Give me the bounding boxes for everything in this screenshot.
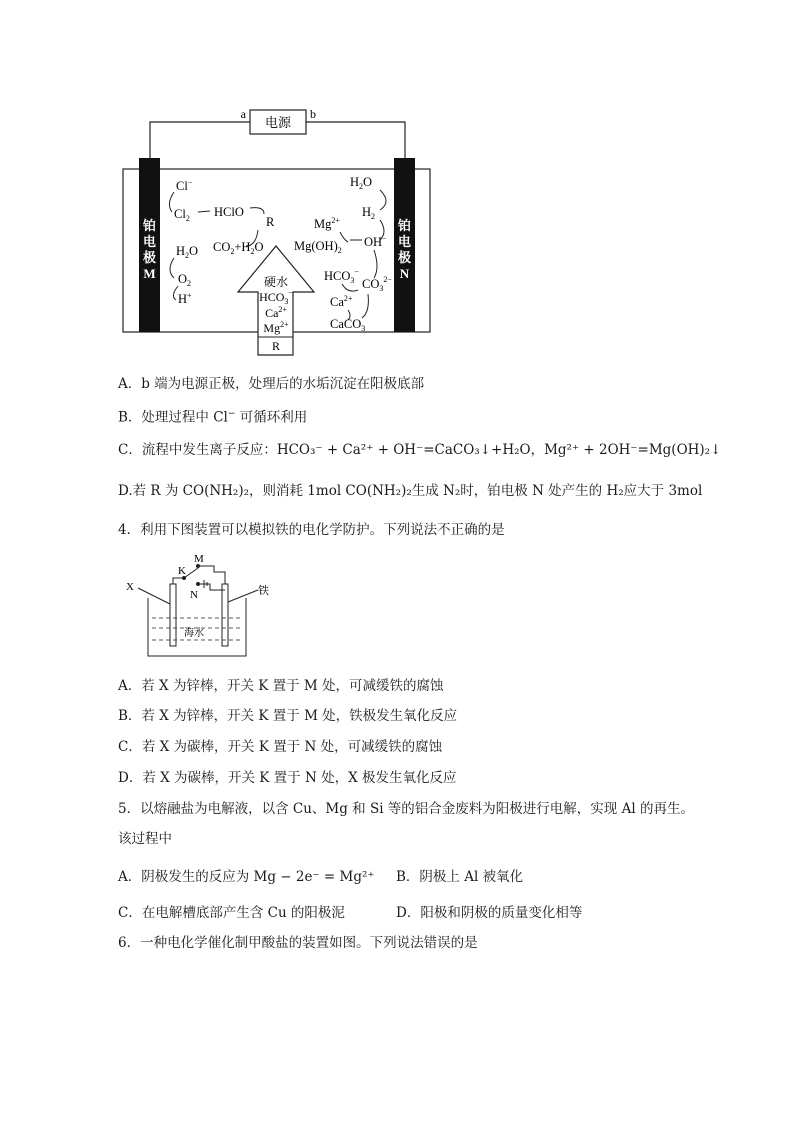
electrode-m-char: M	[143, 266, 156, 281]
label-n: N	[190, 589, 198, 601]
svg-text:Cl2: $Cl_2$	[174, 207, 190, 223]
svg-text:Mg(OH)2: $Mg(OH)_2$	[294, 239, 342, 255]
q3-option-c: C．流程中发生离子反应：HCO₃⁻ + Ca²⁺ + OH⁻=CaCO₃↓+H₂O，Mg²⁺ + 2OH⁻=Mg(OH)₂↓	[118, 442, 722, 458]
svg-text:Mg2+: $Mg^{2+}$	[314, 216, 340, 231]
iron-protection-diagram	[118, 550, 278, 660]
svg-text:OH−: OH−	[364, 234, 387, 249]
inlet-r: R	[271, 339, 281, 353]
svg-text:CO32−: $CO_3^{2-}$	[362, 275, 392, 293]
label-seawater: 海水	[184, 628, 204, 639]
q3-option-b: B．处理过程中 Cl− 可循环利用	[118, 409, 308, 426]
svg-text:O2: $O_2$	[178, 272, 192, 288]
label-x: X	[126, 581, 134, 593]
inlet-hard-water: 硬水	[263, 275, 289, 289]
q3-option-b-prefix: B．处理过程中 Cl	[118, 409, 228, 426]
svg-text:H2: $H_2$	[362, 205, 376, 221]
terminal-b-label: b	[310, 107, 316, 121]
q3-option-a: A．b 端为电源正极，处理后的水垢沉淀在阳极底部	[118, 376, 425, 392]
q5-stem-line1: 5．以熔融盐为电解液，以含 Cu、Mg 和 Si 等的铝合金废料为阳极进行电解，实现 Al 的再生。	[118, 801, 694, 817]
svg-text:Ca2+: $Ca^{2+}$	[330, 294, 353, 309]
svg-text:Ca2+: $Ca^{2+}$	[265, 305, 287, 320]
svg-text:H2O: $H_2O$	[176, 244, 199, 260]
terminal-a-label: a	[240, 107, 246, 121]
electrode-n-char: N	[399, 266, 410, 281]
q4-option-a: A．若 X 为锌棒，开关 K 置于 M 处，可减缓铁的腐蚀	[118, 678, 444, 694]
svg-text:Mg2+: $Mg^{2+}$	[263, 320, 289, 335]
svg-text:H+: H+	[178, 291, 192, 306]
q4-option-b: B．若 X 为锌棒，开关 K 置于 M 处，铁极发生氧化反应	[118, 708, 458, 724]
label-m: M	[194, 553, 204, 565]
q3-option-b-suffix: 可循环利用	[235, 409, 308, 426]
electrode-n-char: 电	[397, 234, 412, 249]
q3-option-d: D.若 R 为 CO(NH₂)₂，则消耗 1mol CO(NH₂)₂生成 N₂时，铂电极 N 处产生的 H₂应大于 3mol	[118, 483, 703, 499]
svg-text:Cl−: Cl−	[176, 178, 193, 193]
q4-option-c: C．若 X 为碳棒，开关 K 置于 N 处，可减缓铁的腐蚀	[118, 739, 443, 755]
q4-option-d: D．若 X 为碳棒，开关 K 置于 N 处，X 极发生氧化反应	[118, 770, 457, 786]
power-supply-label: 电源	[264, 115, 292, 130]
q6-stem: 6．一种电化学催化制甲酸盐的装置如图。下列说法错误的是	[118, 935, 478, 951]
label-iron: 铁	[258, 585, 269, 597]
electrode-n-char: 铂	[397, 218, 412, 233]
svg-text:CO2+H2O: $CO_2+H_2O$	[213, 240, 264, 256]
svg-text:HCO3−: $HCO_3^-$	[324, 267, 359, 285]
electrode-m-char: 电	[142, 234, 157, 249]
label-k: K	[178, 565, 186, 577]
electrolysis-diagram	[118, 100, 438, 358]
svg-text:H2O: $H_2O$	[350, 175, 373, 191]
svg-text:HClO: HClO	[214, 205, 244, 219]
electrode-n-char: 极	[397, 250, 412, 265]
q5-option-b: B．阴极上 Al 被氧化	[396, 869, 524, 885]
svg-text:R: R	[266, 215, 275, 229]
svg-text:HCO3−: $HCO_3^-$	[259, 288, 293, 306]
q5-option-d: D．阳极和阴极的质量变化相等	[396, 905, 583, 921]
q5-option-a: A．阴极发生的反应为 Mg − 2e⁻ = Mg²⁺	[118, 869, 375, 885]
svg-text:CaCO3: CaCO$_3$	[330, 317, 366, 333]
q5-option-c: C．在电解槽底部产生含 Cu 的阳极泥	[118, 905, 345, 921]
q5-stem-line2: 该过程中	[118, 831, 172, 847]
electrode-m-char: 铂	[142, 218, 157, 233]
electrode-m-char: 极	[142, 250, 157, 265]
q4-stem: 4．利用下图装置可以模拟铁的电化学防护。下列说法不正确的是	[118, 522, 505, 538]
